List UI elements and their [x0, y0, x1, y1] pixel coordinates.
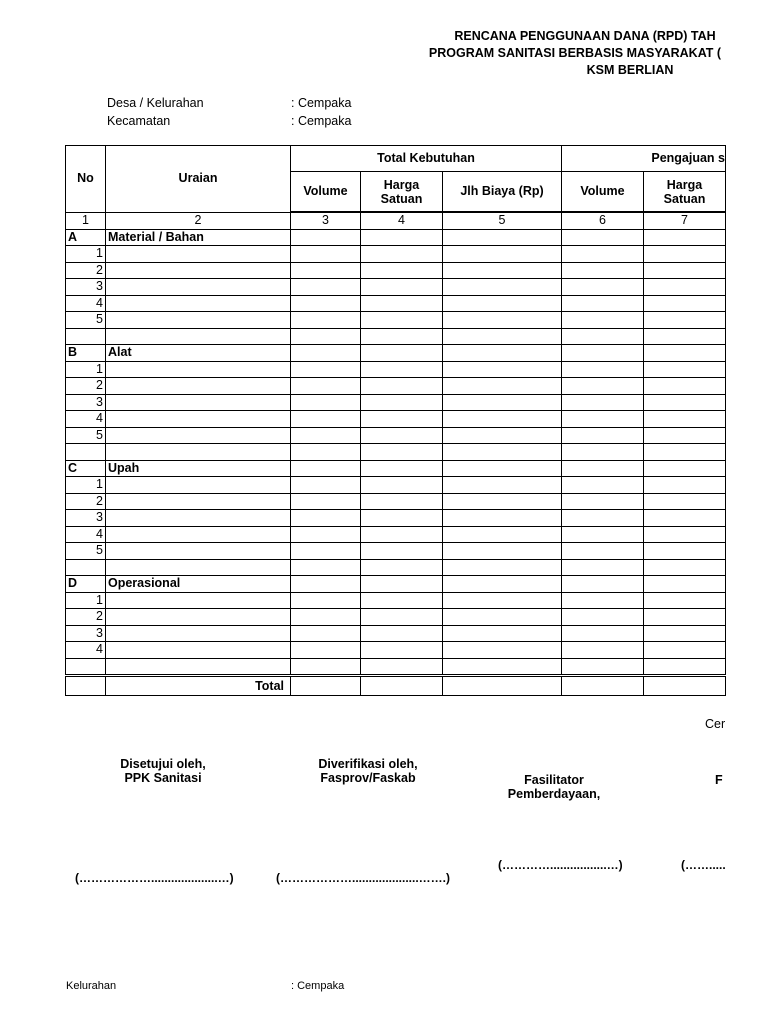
table-cell: [291, 229, 361, 246]
table-cell: [443, 625, 562, 642]
table-row: [66, 279, 726, 296]
table-cell: [291, 477, 361, 494]
sig2-title: Diverifikasi oleh, Fasprov/Faskab: [318, 757, 418, 785]
table-cell: [291, 427, 361, 444]
table-cell: [562, 328, 644, 345]
table-cell: [106, 559, 291, 576]
table-row: [66, 378, 726, 395]
item-number: 5: [66, 427, 106, 444]
table-cell: [66, 658, 106, 676]
table-cell: [443, 543, 562, 560]
table-cell: [644, 345, 726, 362]
table-cell: [361, 229, 443, 246]
colnum-5: 5: [443, 212, 562, 229]
header-harga-satuan: Harga Satuan: [361, 172, 443, 213]
sig4-title: F: [715, 773, 723, 787]
sig1-blank: (………………....................…): [75, 871, 234, 885]
blank-row: [66, 328, 726, 345]
table-cell: [106, 609, 291, 626]
table-cell: [361, 576, 443, 593]
table-cell: [106, 328, 291, 345]
table-cell: [443, 411, 562, 428]
table-cell: [443, 279, 562, 296]
blank-row: [66, 444, 726, 461]
table-cell: [443, 676, 562, 696]
table-cell: [106, 642, 291, 659]
table-cell: [106, 592, 291, 609]
table-cell: [644, 609, 726, 626]
section-row: [66, 576, 726, 593]
table-cell: [562, 460, 644, 477]
section-letter: B: [66, 345, 106, 362]
table-cell: [361, 444, 443, 461]
table-cell: [443, 559, 562, 576]
table-cell: [644, 246, 726, 263]
header-volume-2: Volume: [562, 172, 644, 213]
table-cell: [361, 493, 443, 510]
table-cell: [361, 477, 443, 494]
table-cell: [361, 460, 443, 477]
table-cell: [106, 394, 291, 411]
table-cell: [644, 642, 726, 659]
footer-kelurahan-label: Kelurahan: [66, 980, 117, 992]
table-cell: [443, 576, 562, 593]
item-number: 5: [66, 543, 106, 560]
table-cell: [361, 592, 443, 609]
table-cell: [443, 328, 562, 345]
table-cell: [644, 312, 726, 329]
section-letter: A: [66, 229, 106, 246]
table-cell: [562, 411, 644, 428]
table-cell: [106, 246, 291, 263]
table-cell: [291, 328, 361, 345]
table-cell: [361, 559, 443, 576]
table-cell: [562, 262, 644, 279]
section-letter: D: [66, 576, 106, 593]
table-cell: [291, 394, 361, 411]
table-cell: [644, 229, 726, 246]
colnum-1: 1: [66, 212, 106, 229]
table-cell: [443, 592, 562, 609]
table-cell: [291, 295, 361, 312]
table-cell: [644, 328, 726, 345]
table-cell: [361, 642, 443, 659]
table-row: [66, 361, 726, 378]
table-cell: [443, 477, 562, 494]
table-cell: [361, 312, 443, 329]
document-title-line2: PROGRAM SANITASI BERBASIS MASYARAKAT (: [428, 46, 722, 60]
table-cell: [106, 477, 291, 494]
table-cell: [443, 642, 562, 659]
table-cell: [106, 262, 291, 279]
table-cell: [562, 642, 644, 659]
table-cell: [644, 493, 726, 510]
table-cell: [361, 609, 443, 626]
table-row: [66, 262, 726, 279]
table-row: [66, 510, 726, 527]
table-cell: [106, 543, 291, 560]
table-cell: [291, 361, 361, 378]
header-jlh-biaya: Jlh Biaya (Rp): [443, 172, 562, 213]
table-cell: [291, 444, 361, 461]
table-cell: [106, 510, 291, 527]
table-row: [66, 312, 726, 329]
table-cell: [106, 411, 291, 428]
sig1-title: Disetujui oleh, PPK Sanitasi: [120, 757, 206, 785]
table-cell: [644, 427, 726, 444]
table-cell: [106, 378, 291, 395]
table-cell: [644, 559, 726, 576]
table-cell: [562, 345, 644, 362]
table-cell: [291, 460, 361, 477]
item-number: 2: [66, 262, 106, 279]
header-harga-satuan-2: Harga Satuan: [644, 172, 726, 213]
item-number: 1: [66, 477, 106, 494]
table-cell: [562, 676, 644, 696]
section-title: Operasional: [106, 576, 291, 593]
colnum-6: 6: [562, 212, 644, 229]
table-cell: [443, 246, 562, 263]
table-cell: [644, 543, 726, 560]
table-cell: [361, 361, 443, 378]
table-row: [66, 427, 726, 444]
table-cell: [562, 361, 644, 378]
table-cell: [291, 510, 361, 527]
table-row: [66, 592, 726, 609]
sig2-blank: (………………....................…….): [276, 871, 451, 885]
footer-kelurahan-value: : Cempaka: [291, 980, 345, 992]
table-row: [66, 642, 726, 659]
section-row: [66, 229, 726, 246]
section-title: Alat: [106, 345, 291, 362]
table-cell: [66, 676, 106, 696]
item-number: 2: [66, 378, 106, 395]
table-cell: [66, 328, 106, 345]
table-cell: [644, 658, 726, 676]
table-cell: [644, 576, 726, 593]
table-cell: [443, 444, 562, 461]
table-cell: [291, 609, 361, 626]
table-cell: [562, 295, 644, 312]
column-number-row: [66, 212, 726, 229]
item-number: 1: [66, 246, 106, 263]
header-no: No: [66, 146, 106, 213]
table-cell: [443, 493, 562, 510]
table-cell: [443, 510, 562, 527]
table-cell: [291, 658, 361, 676]
table-cell: [291, 543, 361, 560]
table-cell: [291, 676, 361, 696]
table-cell: [291, 559, 361, 576]
table-cell: [291, 279, 361, 296]
table-cell: [644, 361, 726, 378]
section-title: Material / Bahan: [106, 229, 291, 246]
table-cell: [291, 246, 361, 263]
table-cell: [291, 262, 361, 279]
table-row: [66, 477, 726, 494]
table-cell: [562, 576, 644, 593]
section-row: [66, 460, 726, 477]
table-cell: [361, 279, 443, 296]
table-cell: [361, 526, 443, 543]
document-title-line1: RENCANA PENGGUNAAN DANA (RPD) TAH: [454, 29, 716, 43]
table-cell: [644, 411, 726, 428]
table-cell: [361, 625, 443, 642]
table-cell: [644, 262, 726, 279]
table-cell: [106, 295, 291, 312]
table-cell: [106, 279, 291, 296]
table-cell: [562, 559, 644, 576]
item-number: 4: [66, 526, 106, 543]
rpd-table: [65, 145, 726, 696]
table-cell: [443, 345, 562, 362]
table-cell: [644, 592, 726, 609]
table-cell: [291, 378, 361, 395]
table-cell: [106, 658, 291, 676]
table-row: [66, 295, 726, 312]
table-cell: [562, 477, 644, 494]
table-cell: [443, 262, 562, 279]
table-cell: [562, 609, 644, 626]
table-cell: [562, 510, 644, 527]
table-cell: [291, 625, 361, 642]
table-cell: [361, 246, 443, 263]
table-cell: [443, 229, 562, 246]
table-cell: [66, 444, 106, 461]
table-cell: [443, 526, 562, 543]
table-cell: [106, 625, 291, 642]
table-cell: [291, 592, 361, 609]
table-cell: [443, 460, 562, 477]
table-cell: [291, 526, 361, 543]
table-row: [66, 526, 726, 543]
table-row: [66, 411, 726, 428]
item-number: 1: [66, 592, 106, 609]
table-cell: [644, 477, 726, 494]
colnum-2: 2: [106, 212, 291, 229]
item-number: 2: [66, 493, 106, 510]
desa-label: Desa / Kelurahan: [107, 96, 204, 110]
sig3-blank: (………….................…): [498, 858, 623, 872]
sig4-blank: (…….....: [681, 858, 726, 872]
table-cell: [291, 493, 361, 510]
table-cell: [562, 394, 644, 411]
table-cell: [66, 559, 106, 576]
table-cell: [562, 378, 644, 395]
table-cell: [562, 312, 644, 329]
table-cell: [562, 543, 644, 560]
item-number: 1: [66, 361, 106, 378]
table-cell: [562, 625, 644, 642]
table-cell: [644, 526, 726, 543]
table-cell: [361, 658, 443, 676]
table-cell: [644, 676, 726, 696]
header-pengajuan: Pengajuan s: [562, 146, 726, 172]
table-cell: [644, 378, 726, 395]
item-number: 5: [66, 312, 106, 329]
item-number: 4: [66, 642, 106, 659]
table-cell: [443, 378, 562, 395]
table-cell: [361, 295, 443, 312]
table-cell: [106, 427, 291, 444]
table-cell: [562, 493, 644, 510]
table-cell: [644, 460, 726, 477]
item-number: 4: [66, 295, 106, 312]
place-date: Cer: [705, 717, 726, 731]
table-cell: [562, 427, 644, 444]
table-cell: [106, 361, 291, 378]
table-cell: [562, 279, 644, 296]
kecamatan-value: : Cempaka: [291, 114, 352, 128]
total-label: Total: [106, 676, 291, 696]
section-row: [66, 345, 726, 362]
table-cell: [361, 328, 443, 345]
header-total-kebutuhan: Total Kebutuhan: [291, 146, 562, 172]
desa-value: : Cempaka: [291, 96, 352, 110]
table-row: [66, 394, 726, 411]
table-cell: [361, 378, 443, 395]
item-number: 3: [66, 394, 106, 411]
table-cell: [562, 592, 644, 609]
table-row: [66, 609, 726, 626]
item-number: 4: [66, 411, 106, 428]
item-number: 3: [66, 625, 106, 642]
table-cell: [361, 427, 443, 444]
table-cell: [106, 493, 291, 510]
table-row: [66, 493, 726, 510]
table-cell: [361, 394, 443, 411]
table-cell: [291, 345, 361, 362]
table-cell: [291, 576, 361, 593]
table-cell: [443, 312, 562, 329]
table-cell: [361, 510, 443, 527]
table-row: [66, 246, 726, 263]
table-cell: [562, 246, 644, 263]
table-row: [66, 543, 726, 560]
table-cell: [644, 295, 726, 312]
header-volume: Volume: [291, 172, 361, 213]
table-cell: [644, 625, 726, 642]
table-cell: [443, 295, 562, 312]
table-cell: [443, 427, 562, 444]
colnum-7: 7: [644, 212, 726, 229]
colnum-3: 3: [291, 212, 361, 229]
blank-row: [66, 559, 726, 576]
item-number: 3: [66, 510, 106, 527]
table-cell: [361, 262, 443, 279]
section-title: Upah: [106, 460, 291, 477]
colnum-4: 4: [361, 212, 443, 229]
table-cell: [106, 526, 291, 543]
table-cell: [562, 526, 644, 543]
table-cell: [443, 394, 562, 411]
total-row: [66, 676, 726, 696]
table-cell: [644, 279, 726, 296]
item-number: 2: [66, 609, 106, 626]
table-cell: [562, 444, 644, 461]
table-cell: [361, 411, 443, 428]
sig3-title: Fasilitator Pemberdayaan,: [507, 773, 601, 801]
table-cell: [644, 394, 726, 411]
table-cell: [291, 642, 361, 659]
table-cell: [443, 361, 562, 378]
item-number: 3: [66, 279, 106, 296]
table-cell: [361, 676, 443, 696]
blank-row: [66, 658, 726, 676]
table-cell: [644, 510, 726, 527]
table-cell: [562, 658, 644, 676]
table-cell: [361, 543, 443, 560]
table-cell: [106, 312, 291, 329]
section-letter: C: [66, 460, 106, 477]
table-cell: [443, 609, 562, 626]
table-cell: [291, 312, 361, 329]
table-cell: [361, 345, 443, 362]
table-cell: [291, 411, 361, 428]
table-cell: [644, 444, 726, 461]
table-cell: [443, 658, 562, 676]
header-uraian: Uraian: [106, 146, 291, 213]
document-title-line3: KSM BERLIAN: [586, 63, 674, 77]
table-cell: [106, 444, 291, 461]
table-row: [66, 625, 726, 642]
kecamatan-label: Kecamatan: [107, 114, 171, 128]
table-cell: [562, 229, 644, 246]
